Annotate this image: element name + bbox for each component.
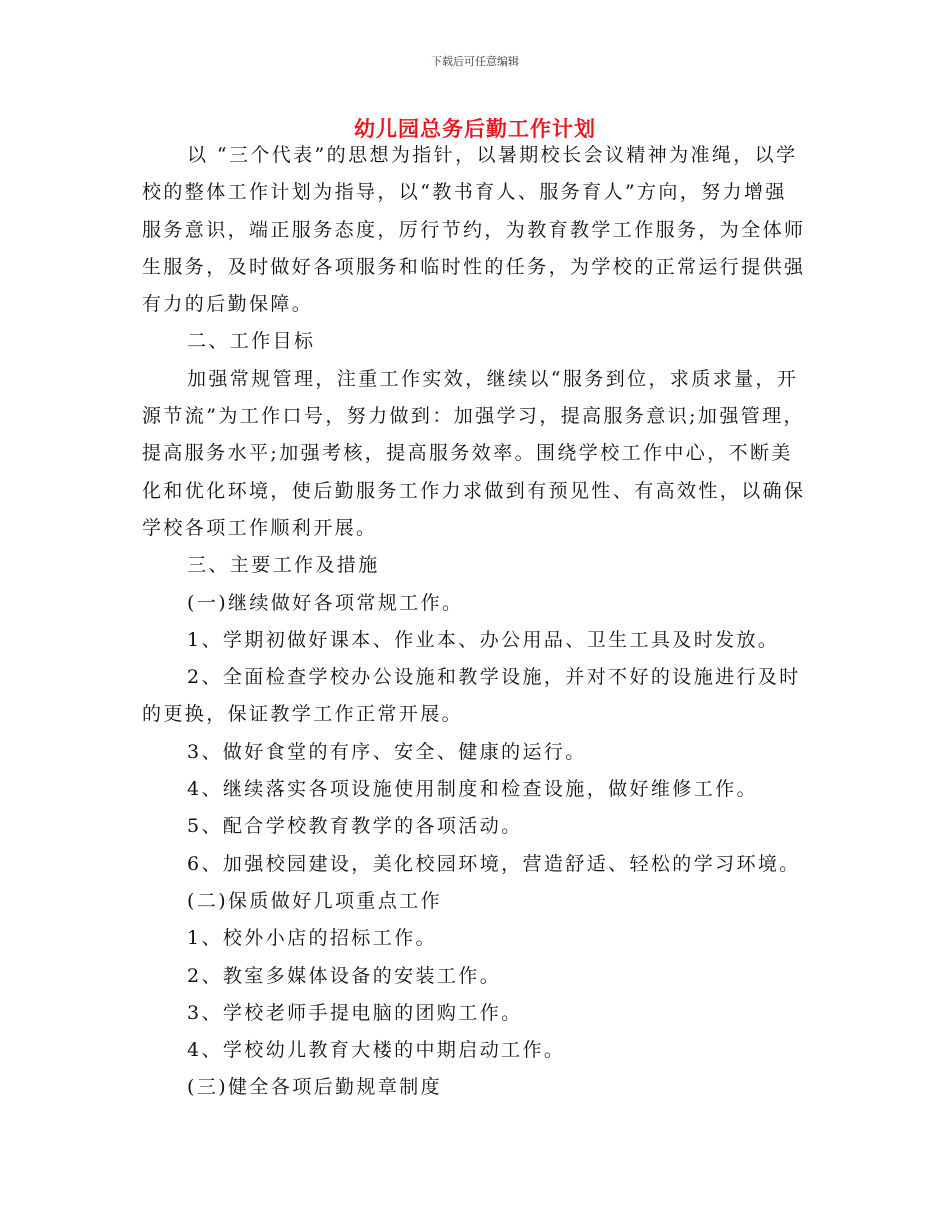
document-title: 幼儿园总务后勤工作计划 <box>354 117 596 141</box>
subheading-regulations: (三)健全各项后勤规章制度 <box>187 1076 443 1099</box>
list-item: 2、教室多媒体设备的安装工作。 <box>187 964 502 987</box>
section-heading-measures: 三、主要工作及措施 <box>187 554 380 577</box>
section-heading-goals: 二、工作目标 <box>187 330 316 353</box>
intro-paragraph: 以 “三个代表”的思想为指针，以暑期校长会议精神为准绳，以学校的整体工作计划为指导，以“教书育人、服务育人”方向，努力增强服务意识，端正服务态度，厉行节约，为教育教学工作服务，为全体师生服务，及时做好各项服务和临时性的任务，为学校的正常运行提供强有力的后勤保障。 <box>142 144 806 316</box>
list-item: 4、学校幼儿教育大楼的中期启动工作。 <box>187 1039 566 1062</box>
goals-paragraph: 加强常规管理，注重工作实效，继续以“服务到位，求质求量，开源节流”为工作口号，努力做到：加强学习，提高服务意识;加强管理，提高服务水平;加强考核，提高服务效率。围绕学校工作中心，不断美化和优化环境，使后勤服务工作力求做到有预见性、有高效性，以确保学校各项工作顺利开展。 <box>142 367 806 539</box>
header-note: 下载后可任意编辑 <box>431 55 519 68</box>
subheading-key-work: (二)保质做好几项重点工作 <box>187 889 443 912</box>
document-body <box>142 137 808 1107</box>
subheading-routine-work: (一)继续做好各项常规工作。 <box>187 591 464 614</box>
list-item: 1、校外小店的招标工作。 <box>187 927 437 950</box>
list-item: 5、配合学校教育教学的各项活动。 <box>187 815 523 838</box>
list-item: 4、继续落实各项设施使用制度和检查设施，做好维修工作。 <box>187 778 758 801</box>
list-item: 6、加强校园建设，美化校园环境，营造舒适、轻松的学习环境。 <box>187 852 801 875</box>
list-item: 3、做好食堂的有序、安全、健康的运行。 <box>187 740 587 763</box>
list-item: 3、学校老师手提电脑的团购工作。 <box>187 1001 523 1024</box>
list-item: 2、全面检查学校办公设施和教学设施，并对不好的设施进行及时的更换，保证教学工作正常开展。 <box>142 666 801 726</box>
list-item: 1、学期初做好课本、作业本、办公用品、卫生工具及时发放。 <box>187 628 780 651</box>
